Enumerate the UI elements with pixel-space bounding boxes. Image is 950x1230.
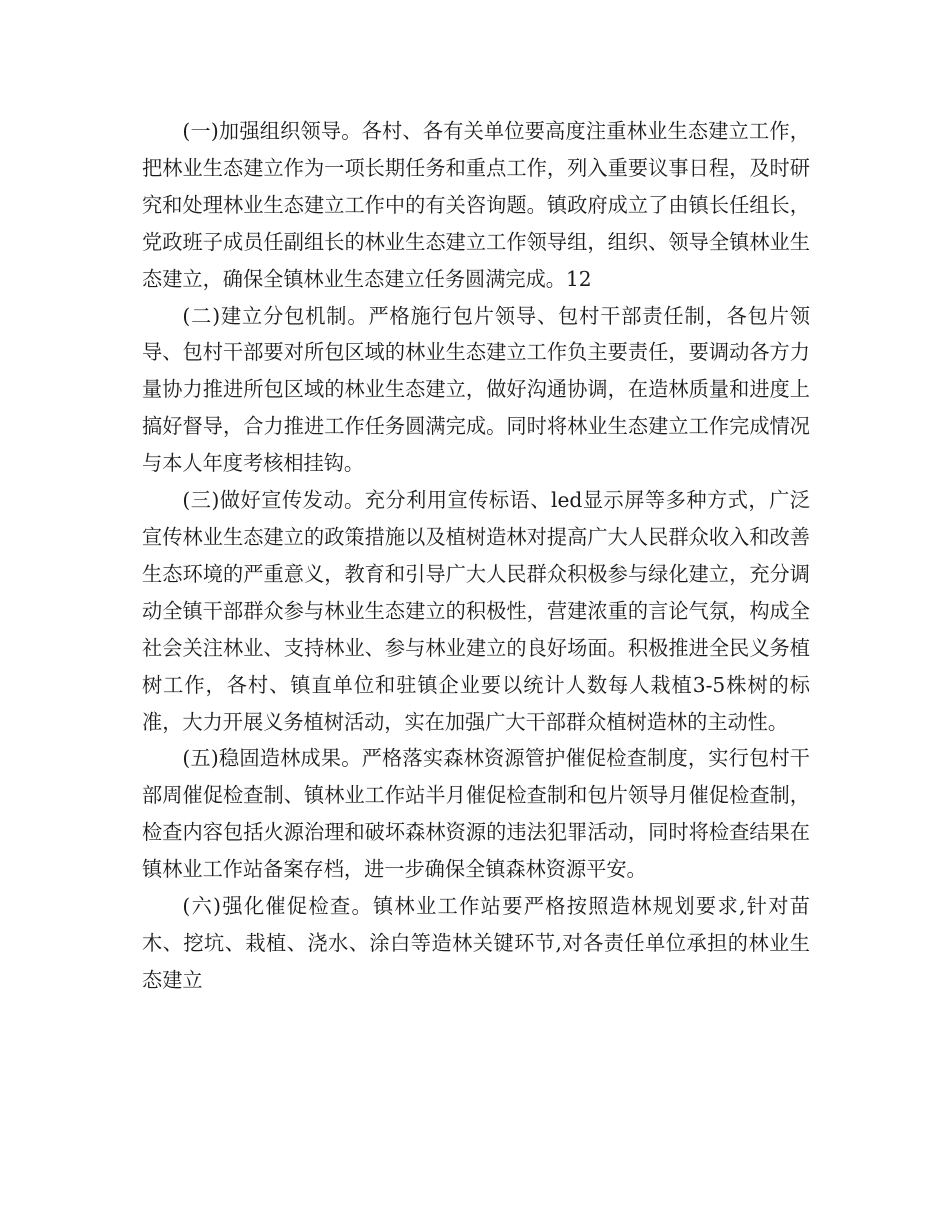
document-body xyxy=(142,113,810,999)
paragraph-subcontract-mechanism: (二)建立分包机制。严格施行包片领导、包村干部责任制，各包片领导、包村干部要对所包区域的林业生态建立工作负主要责任，要调动各方力量协力推进所包区域的林业生态建立，做好沟通协调，在造林质量和进度上搞好督导，合力推进工作任务圆满完成。同时将林业生态建立工作完成情况与本人年度考核相挂钩。 xyxy=(142,303,810,476)
paragraph-organization-leadership: (一)加强组织领导。各村、各有关单位要高度注重林业生态建立工作，把林业生态建立作为一项长期任务和重点工作，列入重要议事日程，及时研究和处理林业生态建立工作中的有关咨询题。镇政府成立了由镇长任组长，党政班子成员任副组长的林业生态建立工作领导组，组织、领导全镇林业生态建立，确保全镇林业生态建立任务圆满完成。12 xyxy=(142,119,810,291)
paragraph-consolidate-results: (五)稳固造林成果。严格落实森林资源管护催促检查制度，实行包村干部周催促检查制、镇林业工作站半月催促检查制和包片领导月催促检查制，检查内容包括火源治理和破坏森林资源的违法犯罪活动，同时将检查结果在镇林业工作站备案存档，进一步确保全镇森林资源平安。 xyxy=(142,746,810,882)
paragraph-publicity-mobilization: (三)做好宣传发动。充分利用宣传标语、led显示屏等多种方式，广泛宣传林业生态建立的政策措施以及植树造林对提高广大人民群众收入和改善生态环境的严重意义，教育和引导广大人民群众积极参与绿化建立，充分调动全镇干部群众参与林业生态建立的积极性，营建浓重的言论气氛，构成全社会关注林业、支持林业、参与林业建立的良好场面。积极推进全民义务植树工作，各村、镇直单位和驻镇企业要以统计人数每人栽植3-5株树的标准，大力开展义务植树活动，实在加强广大干部群众植树造林的主动性。 xyxy=(142,488,810,734)
paragraph-strengthen-inspection: (六)强化催促检查。镇林业工作站要严格按照造林规划要求,针对苗木、挖坑、栽植、浇水、涂白等造林关键环节,对各责任单位承担的林业生态建立 xyxy=(142,894,810,992)
